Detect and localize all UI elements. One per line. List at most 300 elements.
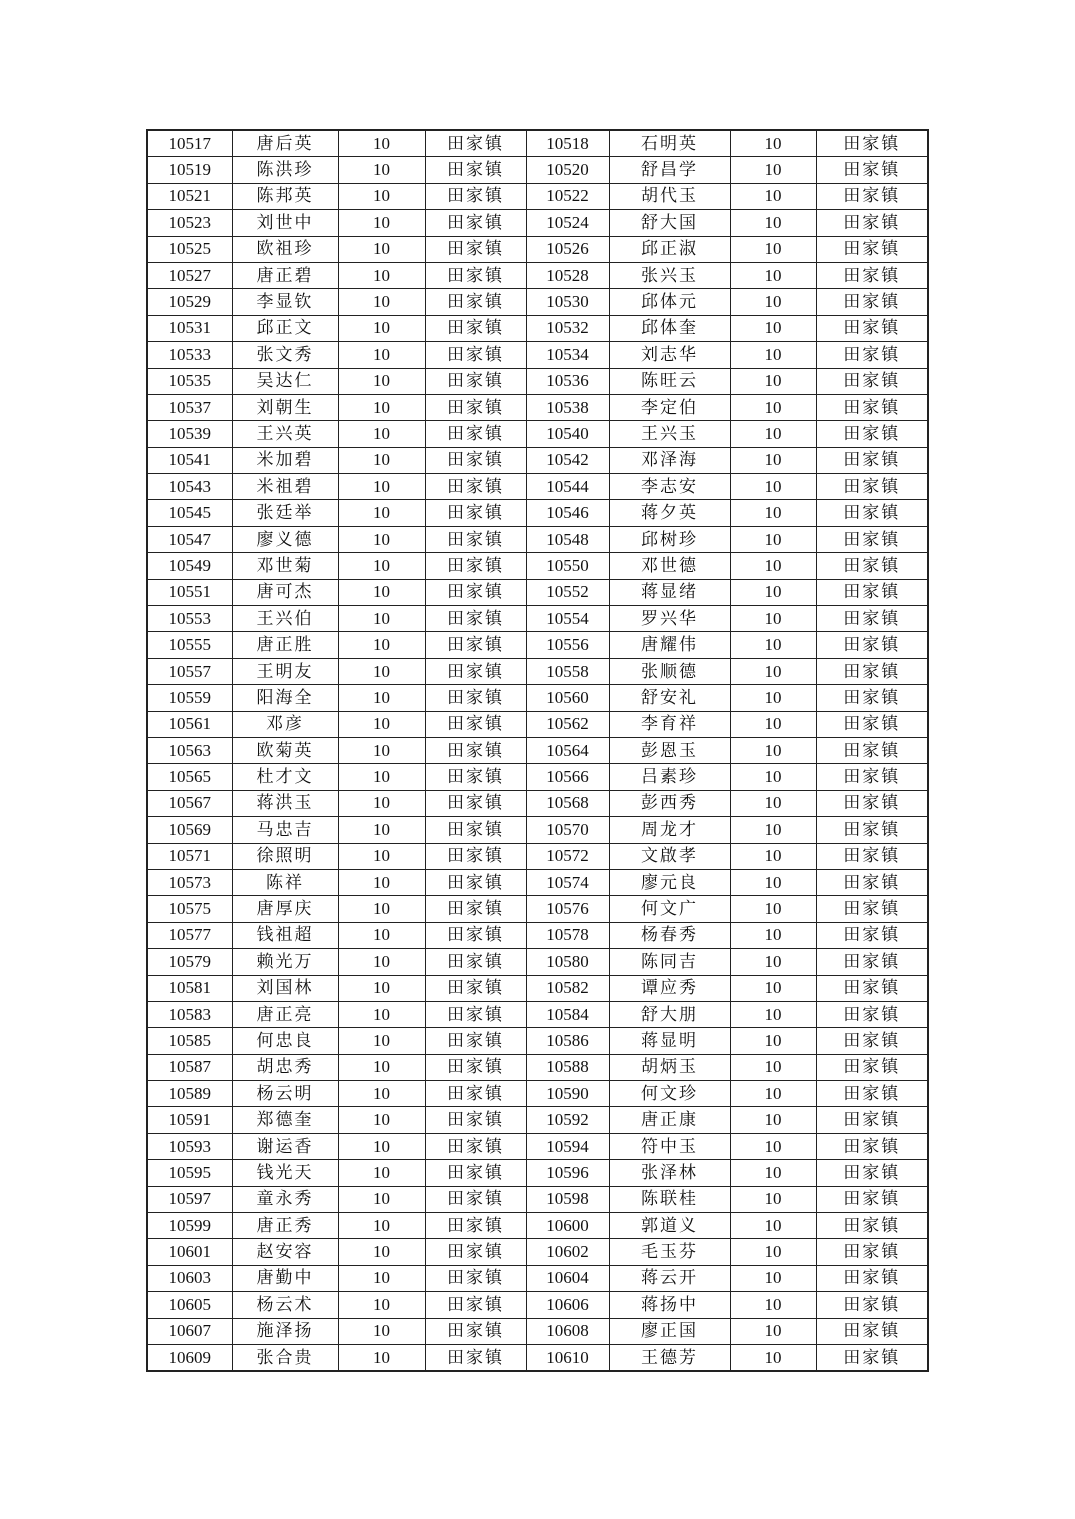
record-id-cell: 10556: [526, 632, 609, 658]
record-id-cell: 10544: [526, 474, 609, 500]
town-name-cell: 田家镇: [816, 1239, 928, 1265]
amount-cell: 10: [730, 342, 816, 368]
amount-cell: 10: [730, 210, 816, 236]
town-name-cell: 田家镇: [425, 1186, 526, 1212]
town-name-cell: 田家镇: [425, 474, 526, 500]
amount-cell: 10: [730, 1318, 816, 1344]
town-name-cell: 田家镇: [816, 606, 928, 632]
amount-cell: 10: [338, 1292, 425, 1318]
amount-cell: 10: [730, 130, 816, 157]
amount-cell: 10: [730, 711, 816, 737]
person-name-cell: 唐正秀: [232, 1213, 338, 1239]
amount-cell: 10: [338, 790, 425, 816]
town-name-cell: 田家镇: [816, 579, 928, 605]
amount-cell: 10: [730, 1186, 816, 1212]
person-name-cell: 李志安: [609, 474, 730, 500]
record-id-cell: 10524: [526, 210, 609, 236]
record-id-cell: 10596: [526, 1160, 609, 1186]
person-name-cell: 彭恩玉: [609, 737, 730, 763]
record-id-cell: 10586: [526, 1028, 609, 1054]
person-name-cell: 赖光万: [232, 949, 338, 975]
amount-cell: 10: [338, 315, 425, 341]
town-name-cell: 田家镇: [816, 843, 928, 869]
record-id-cell: 10549: [147, 553, 232, 579]
record-id-cell: 10537: [147, 394, 232, 420]
person-name-cell: 杨云术: [232, 1292, 338, 1318]
person-name-cell: 陈旺云: [609, 368, 730, 394]
person-name-cell: 刘志华: [609, 342, 730, 368]
person-name-cell: 舒昌学: [609, 157, 730, 183]
amount-cell: 10: [338, 843, 425, 869]
person-name-cell: 刘世中: [232, 210, 338, 236]
amount-cell: 10: [338, 500, 425, 526]
table-row: [147, 183, 928, 209]
record-id-cell: 10574: [526, 869, 609, 895]
town-name-cell: 田家镇: [816, 685, 928, 711]
person-name-cell: 吕素珍: [609, 764, 730, 790]
amount-cell: 10: [730, 1265, 816, 1291]
record-id-cell: 10569: [147, 817, 232, 843]
record-id-cell: 10560: [526, 685, 609, 711]
town-name-cell: 田家镇: [425, 368, 526, 394]
record-id-cell: 10609: [147, 1344, 232, 1371]
record-id-cell: 10550: [526, 553, 609, 579]
record-id-cell: 10589: [147, 1081, 232, 1107]
person-name-cell: 胡代玉: [609, 183, 730, 209]
amount-cell: 10: [338, 975, 425, 1001]
amount-cell: 10: [338, 183, 425, 209]
record-id-cell: 10520: [526, 157, 609, 183]
person-name-cell: 杜才文: [232, 764, 338, 790]
amount-cell: 10: [730, 896, 816, 922]
amount-cell: 10: [338, 553, 425, 579]
town-name-cell: 田家镇: [425, 1344, 526, 1371]
record-id-cell: 10580: [526, 949, 609, 975]
town-name-cell: 田家镇: [425, 685, 526, 711]
person-name-cell: 欧菊英: [232, 737, 338, 763]
table-row: [147, 1054, 928, 1080]
town-name-cell: 田家镇: [425, 737, 526, 763]
amount-cell: 10: [338, 1001, 425, 1027]
town-name-cell: 田家镇: [425, 1081, 526, 1107]
person-name-cell: 唐勤中: [232, 1265, 338, 1291]
amount-cell: 10: [338, 764, 425, 790]
table-row: [147, 236, 928, 262]
town-name-cell: 田家镇: [425, 579, 526, 605]
record-id-cell: 10587: [147, 1054, 232, 1080]
person-name-cell: 郑德奎: [232, 1107, 338, 1133]
table-row: [147, 1133, 928, 1159]
record-id-cell: 10541: [147, 447, 232, 473]
record-id-cell: 10534: [526, 342, 609, 368]
record-id-cell: 10598: [526, 1186, 609, 1212]
record-id-cell: 10540: [526, 421, 609, 447]
record-id-cell: 10538: [526, 394, 609, 420]
amount-cell: 10: [338, 711, 425, 737]
town-name-cell: 田家镇: [425, 130, 526, 157]
record-id-cell: 10583: [147, 1001, 232, 1027]
record-id-cell: 10526: [526, 236, 609, 262]
amount-cell: 10: [338, 1107, 425, 1133]
person-name-cell: 王明友: [232, 658, 338, 684]
amount-cell: 10: [338, 1213, 425, 1239]
town-name-cell: 田家镇: [816, 975, 928, 1001]
amount-cell: 10: [730, 975, 816, 1001]
amount-cell: 10: [338, 342, 425, 368]
town-name-cell: 田家镇: [816, 368, 928, 394]
town-name-cell: 田家镇: [816, 1001, 928, 1027]
amount-cell: 10: [338, 1265, 425, 1291]
town-name-cell: 田家镇: [816, 922, 928, 948]
town-name-cell: 田家镇: [816, 447, 928, 473]
table-row: [147, 315, 928, 341]
record-id-cell: 10517: [147, 130, 232, 157]
town-name-cell: 田家镇: [425, 790, 526, 816]
person-name-cell: 陈邦英: [232, 183, 338, 209]
table-row: [147, 262, 928, 288]
person-name-cell: 唐耀伟: [609, 632, 730, 658]
town-name-cell: 田家镇: [816, 289, 928, 315]
table-row: [147, 737, 928, 763]
table-row: [147, 447, 928, 473]
person-name-cell: 邱正淑: [609, 236, 730, 262]
table-row: [147, 764, 928, 790]
record-id-cell: 10602: [526, 1239, 609, 1265]
record-id-cell: 10576: [526, 896, 609, 922]
amount-cell: 10: [730, 553, 816, 579]
amount-cell: 10: [338, 606, 425, 632]
table-row: [147, 632, 928, 658]
table-row: [147, 1213, 928, 1239]
town-name-cell: 田家镇: [816, 737, 928, 763]
amount-cell: 10: [338, 368, 425, 394]
town-name-cell: 田家镇: [816, 896, 928, 922]
record-id-cell: 10606: [526, 1292, 609, 1318]
record-id-cell: 10572: [526, 843, 609, 869]
town-name-cell: 田家镇: [425, 1239, 526, 1265]
amount-cell: 10: [730, 764, 816, 790]
record-id-cell: 10527: [147, 262, 232, 288]
record-id-cell: 10523: [147, 210, 232, 236]
person-name-cell: 何忠良: [232, 1028, 338, 1054]
person-name-cell: 李育祥: [609, 711, 730, 737]
person-name-cell: 米祖碧: [232, 474, 338, 500]
record-id-cell: 10568: [526, 790, 609, 816]
person-name-cell: 钱祖超: [232, 922, 338, 948]
record-id-cell: 10539: [147, 421, 232, 447]
person-name-cell: 彭西秀: [609, 790, 730, 816]
table-row: [147, 368, 928, 394]
person-name-cell: 符中玉: [609, 1133, 730, 1159]
table-row: [147, 1107, 928, 1133]
town-name-cell: 田家镇: [425, 632, 526, 658]
table-row: [147, 1292, 928, 1318]
town-name-cell: 田家镇: [816, 1081, 928, 1107]
record-id-cell: 10601: [147, 1239, 232, 1265]
record-id-cell: 10595: [147, 1160, 232, 1186]
town-name-cell: 田家镇: [425, 949, 526, 975]
town-name-cell: 田家镇: [816, 632, 928, 658]
town-name-cell: 田家镇: [816, 500, 928, 526]
amount-cell: 10: [338, 289, 425, 315]
record-id-cell: 10584: [526, 1001, 609, 1027]
amount-cell: 10: [338, 1160, 425, 1186]
table-row: [147, 1265, 928, 1291]
amount-cell: 10: [730, 949, 816, 975]
amount-cell: 10: [730, 1292, 816, 1318]
town-name-cell: 田家镇: [425, 1213, 526, 1239]
table-row: [147, 975, 928, 1001]
person-name-cell: 廖元良: [609, 869, 730, 895]
town-name-cell: 田家镇: [425, 658, 526, 684]
person-name-cell: 张泽林: [609, 1160, 730, 1186]
town-name-cell: 田家镇: [425, 342, 526, 368]
amount-cell: 10: [338, 526, 425, 552]
person-name-cell: 石明英: [609, 130, 730, 157]
town-name-cell: 田家镇: [816, 1344, 928, 1371]
person-name-cell: 张合贵: [232, 1344, 338, 1371]
town-name-cell: 田家镇: [816, 1107, 928, 1133]
amount-cell: 10: [730, 315, 816, 341]
person-name-cell: 蒋扬中: [609, 1292, 730, 1318]
person-name-cell: 舒安礼: [609, 685, 730, 711]
record-id-cell: 10531: [147, 315, 232, 341]
town-name-cell: 田家镇: [425, 447, 526, 473]
amount-cell: 10: [730, 685, 816, 711]
amount-cell: 10: [730, 817, 816, 843]
person-name-cell: 舒大国: [609, 210, 730, 236]
town-name-cell: 田家镇: [816, 1265, 928, 1291]
record-id-cell: 10581: [147, 975, 232, 1001]
amount-cell: 10: [338, 447, 425, 473]
person-name-cell: 文啟孝: [609, 843, 730, 869]
record-id-cell: 10578: [526, 922, 609, 948]
table-row: [147, 790, 928, 816]
amount-cell: 10: [338, 1081, 425, 1107]
person-name-cell: 蒋洪玉: [232, 790, 338, 816]
record-id-cell: 10605: [147, 1292, 232, 1318]
town-name-cell: 田家镇: [425, 421, 526, 447]
person-name-cell: 蒋显绪: [609, 579, 730, 605]
person-name-cell: 王兴玉: [609, 421, 730, 447]
amount-cell: 10: [338, 896, 425, 922]
amount-cell: 10: [730, 737, 816, 763]
town-name-cell: 田家镇: [816, 1186, 928, 1212]
person-name-cell: 何文珍: [609, 1081, 730, 1107]
record-id-cell: 10597: [147, 1186, 232, 1212]
town-name-cell: 田家镇: [425, 315, 526, 341]
table-row: [147, 922, 928, 948]
amount-cell: 10: [338, 1318, 425, 1344]
amount-cell: 10: [730, 1239, 816, 1265]
person-name-cell: 陈洪珍: [232, 157, 338, 183]
town-name-cell: 田家镇: [816, 315, 928, 341]
table-row: [147, 579, 928, 605]
table-row: [147, 130, 928, 157]
person-name-cell: 唐后英: [232, 130, 338, 157]
town-name-cell: 田家镇: [816, 130, 928, 157]
person-name-cell: 钱光天: [232, 1160, 338, 1186]
person-name-cell: 唐厚庆: [232, 896, 338, 922]
town-name-cell: 田家镇: [816, 394, 928, 420]
amount-cell: 10: [338, 579, 425, 605]
record-id-cell: 10588: [526, 1054, 609, 1080]
town-name-cell: 田家镇: [425, 210, 526, 236]
table-row: [147, 1001, 928, 1027]
amount-cell: 10: [338, 1239, 425, 1265]
amount-cell: 10: [338, 262, 425, 288]
amount-cell: 10: [338, 737, 425, 763]
amount-cell: 10: [338, 1133, 425, 1159]
person-name-cell: 邱树珍: [609, 526, 730, 552]
town-name-cell: 田家镇: [425, 236, 526, 262]
town-name-cell: 田家镇: [425, 1001, 526, 1027]
person-name-cell: 李定伯: [609, 394, 730, 420]
amount-cell: 10: [730, 1107, 816, 1133]
amount-cell: 10: [338, 817, 425, 843]
table-row: [147, 1186, 928, 1212]
amount-cell: 10: [730, 1028, 816, 1054]
person-name-cell: 刘朝生: [232, 394, 338, 420]
record-id-cell: 10563: [147, 737, 232, 763]
record-id-cell: 10608: [526, 1318, 609, 1344]
amount-cell: 10: [338, 210, 425, 236]
amount-cell: 10: [338, 949, 425, 975]
person-name-cell: 邓世德: [609, 553, 730, 579]
amount-cell: 10: [338, 1028, 425, 1054]
record-id-cell: 10528: [526, 262, 609, 288]
record-id-cell: 10546: [526, 500, 609, 526]
town-name-cell: 田家镇: [816, 210, 928, 236]
amount-cell: 10: [730, 394, 816, 420]
amount-cell: 10: [338, 922, 425, 948]
person-name-cell: 邱正文: [232, 315, 338, 341]
amount-cell: 10: [338, 394, 425, 420]
town-name-cell: 田家镇: [816, 1160, 928, 1186]
person-name-cell: 陈祥: [232, 869, 338, 895]
record-id-cell: 10603: [147, 1265, 232, 1291]
table-row: [147, 685, 928, 711]
table-row: [147, 289, 928, 315]
town-name-cell: 田家镇: [816, 1028, 928, 1054]
town-name-cell: 田家镇: [816, 790, 928, 816]
amount-cell: 10: [730, 1213, 816, 1239]
amount-cell: 10: [338, 1186, 425, 1212]
town-name-cell: 田家镇: [816, 342, 928, 368]
amount-cell: 10: [730, 843, 816, 869]
record-id-cell: 10604: [526, 1265, 609, 1291]
amount-cell: 10: [730, 1054, 816, 1080]
record-id-cell: 10547: [147, 526, 232, 552]
person-name-cell: 张顺德: [609, 658, 730, 684]
table-row: [147, 869, 928, 895]
town-name-cell: 田家镇: [816, 1318, 928, 1344]
record-id-cell: 10567: [147, 790, 232, 816]
table-row: [147, 526, 928, 552]
table-row: [147, 1318, 928, 1344]
amount-cell: 10: [730, 579, 816, 605]
record-id-cell: 10579: [147, 949, 232, 975]
person-name-cell: 邱体元: [609, 289, 730, 315]
person-name-cell: 周龙才: [609, 817, 730, 843]
record-id-cell: 10582: [526, 975, 609, 1001]
person-name-cell: 王兴伯: [232, 606, 338, 632]
town-name-cell: 田家镇: [425, 553, 526, 579]
record-id-cell: 10554: [526, 606, 609, 632]
person-name-cell: 施泽扬: [232, 1318, 338, 1344]
town-name-cell: 田家镇: [816, 262, 928, 288]
person-name-cell: 何文广: [609, 896, 730, 922]
person-name-cell: 杨云明: [232, 1081, 338, 1107]
town-name-cell: 田家镇: [816, 157, 928, 183]
record-id-cell: 10577: [147, 922, 232, 948]
record-id-cell: 10521: [147, 183, 232, 209]
amount-cell: 10: [730, 632, 816, 658]
person-name-cell: 米加碧: [232, 447, 338, 473]
record-id-cell: 10562: [526, 711, 609, 737]
town-name-cell: 田家镇: [425, 922, 526, 948]
record-id-cell: 10545: [147, 500, 232, 526]
town-name-cell: 田家镇: [425, 975, 526, 1001]
person-name-cell: 王兴英: [232, 421, 338, 447]
record-id-cell: 10530: [526, 289, 609, 315]
amount-cell: 10: [730, 1344, 816, 1371]
town-name-cell: 田家镇: [816, 236, 928, 262]
town-name-cell: 田家镇: [425, 869, 526, 895]
amount-cell: 10: [730, 922, 816, 948]
amount-cell: 10: [338, 1054, 425, 1080]
record-id-cell: 10591: [147, 1107, 232, 1133]
record-id-cell: 10585: [147, 1028, 232, 1054]
person-name-cell: 毛玉芬: [609, 1239, 730, 1265]
amount-cell: 10: [730, 236, 816, 262]
amount-cell: 10: [730, 500, 816, 526]
record-id-cell: 10522: [526, 183, 609, 209]
record-id-cell: 10573: [147, 869, 232, 895]
person-name-cell: 胡忠秀: [232, 1054, 338, 1080]
person-name-cell: 唐正康: [609, 1107, 730, 1133]
table-row: [147, 421, 928, 447]
table-row: [147, 711, 928, 737]
amount-cell: 10: [730, 421, 816, 447]
person-name-cell: 唐正胜: [232, 632, 338, 658]
record-id-cell: 10551: [147, 579, 232, 605]
town-name-cell: 田家镇: [425, 394, 526, 420]
person-name-cell: 唐正碧: [232, 262, 338, 288]
person-name-cell: 李显钦: [232, 289, 338, 315]
person-name-cell: 邓世菊: [232, 553, 338, 579]
person-name-cell: 廖正国: [609, 1318, 730, 1344]
record-id-cell: 10571: [147, 843, 232, 869]
person-name-cell: 杨春秀: [609, 922, 730, 948]
town-name-cell: 田家镇: [816, 553, 928, 579]
record-id-cell: 10535: [147, 368, 232, 394]
amount-cell: 10: [338, 236, 425, 262]
table-row: [147, 1081, 928, 1107]
amount-cell: 10: [338, 130, 425, 157]
amount-cell: 10: [730, 1081, 816, 1107]
record-id-cell: 10594: [526, 1133, 609, 1159]
record-id-cell: 10529: [147, 289, 232, 315]
person-name-cell: 谭应秀: [609, 975, 730, 1001]
town-name-cell: 田家镇: [425, 1107, 526, 1133]
person-name-cell: 唐正亮: [232, 1001, 338, 1027]
record-id-cell: 10564: [526, 737, 609, 763]
town-name-cell: 田家镇: [816, 817, 928, 843]
town-name-cell: 田家镇: [425, 711, 526, 737]
record-id-cell: 10557: [147, 658, 232, 684]
town-name-cell: 田家镇: [425, 183, 526, 209]
